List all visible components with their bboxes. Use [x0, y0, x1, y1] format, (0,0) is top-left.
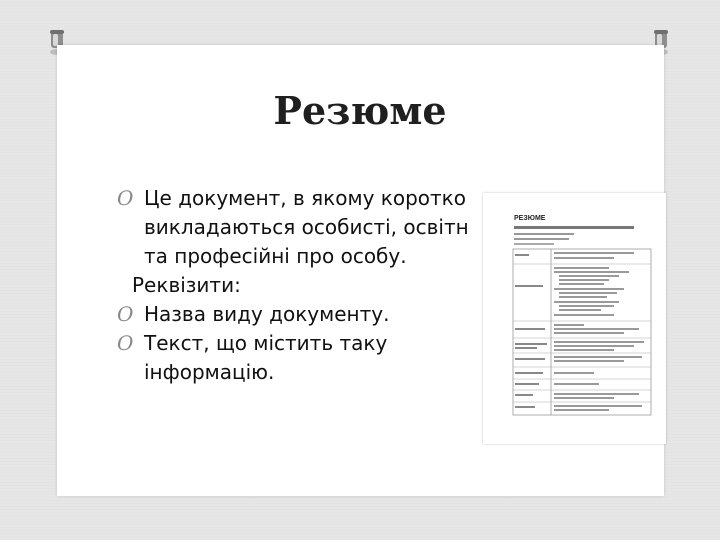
- bullet-line: Назва виду документу.: [144, 302, 390, 326]
- bullet-line: Це документ, в якому коротко: [144, 186, 466, 210]
- bullet-marker: O: [117, 302, 134, 326]
- bullet-item: [112, 300, 492, 329]
- bullet-line: та професійні про особу.: [144, 244, 407, 268]
- bullet-line: Реквізити:: [132, 273, 241, 297]
- bullet-marker: O: [117, 186, 134, 210]
- bullet-item: [112, 271, 492, 300]
- slide-title: Резюме: [273, 88, 447, 133]
- resume-heading: РЕЗЮМЕ: [514, 215, 546, 222]
- bullet-line: викладаються особисті, освітн: [144, 215, 469, 239]
- bullet-item: [112, 329, 492, 387]
- bullet-line: інформацію.: [144, 360, 275, 384]
- resume-table-graphic: [483, 193, 666, 444]
- bullet-list: [112, 184, 492, 387]
- bullet-item: [112, 184, 492, 271]
- resume-thumbnail-image: [483, 193, 666, 444]
- bullet-marker: O: [117, 331, 134, 355]
- bullet-line: Текст, що містить таку: [144, 331, 388, 355]
